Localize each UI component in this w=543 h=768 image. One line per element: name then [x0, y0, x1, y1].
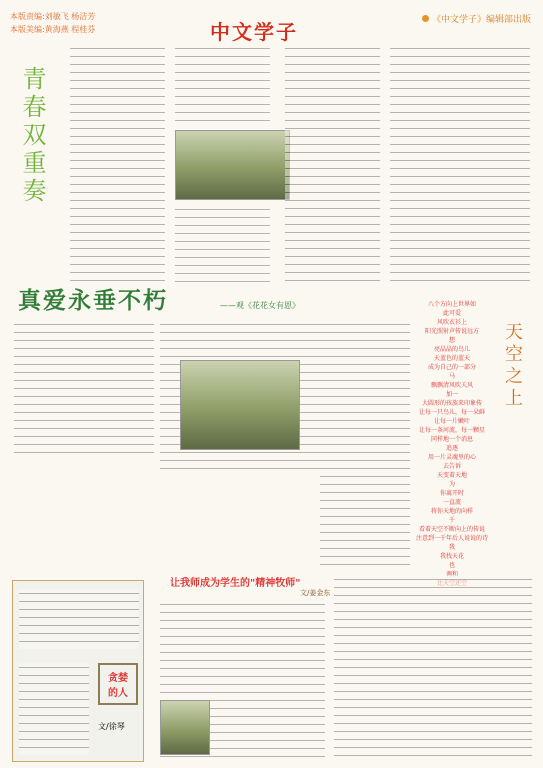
article-photo — [180, 360, 300, 450]
article-column — [19, 663, 89, 755]
article-column — [175, 44, 270, 124]
article-column — [175, 205, 270, 285]
poem-line: 也 — [448, 562, 455, 569]
article-column — [70, 44, 165, 286]
poem-line: 追逐 — [445, 445, 458, 452]
poem-line: 天变着天地 — [436, 472, 467, 479]
box-right-title: 让我师成为学生的"精神牧师" — [170, 578, 301, 589]
poem-line: 加一 — [445, 391, 458, 398]
box-left-author: 文/徐琴 — [98, 722, 125, 731]
article-column — [390, 44, 530, 286]
article-photo — [175, 130, 290, 200]
masthead-title: 中文学子 — [210, 20, 298, 44]
circle-bullet-icon — [422, 15, 429, 22]
poem-line: 大圆形的孩族来印象传 — [421, 400, 482, 407]
poem-line: 你离开时 — [439, 490, 464, 497]
poem-line: 成为自己的一部分 — [427, 364, 476, 371]
poem-line: 将你天地的向样 — [430, 508, 473, 515]
box-left-title: 贪婪的人 — [98, 663, 138, 705]
poem-line: 让每一条河流，每一颗星 — [418, 427, 485, 434]
poem-line: 用一片灵魂里的心 — [427, 454, 476, 461]
poem-line: 想 — [448, 337, 455, 344]
poem-line: 马 — [448, 373, 455, 380]
poem-line: 一直流 — [442, 499, 461, 506]
poem-line: 看着天空不断向上的传说 — [418, 526, 485, 533]
poem-line: 千 — [448, 517, 455, 524]
paper-name-text: 《中文学子》编辑部出版 — [431, 15, 531, 25]
right-vertical-title: 天空之上 — [502, 322, 523, 410]
credits-line1: 本版责编:刘敏飞 杨洁芳 — [10, 12, 96, 21]
poem-line: 注意到一千年后人说说的诗 — [415, 535, 488, 542]
poem-line: 风吹衣衫上 — [436, 319, 467, 326]
section-title: 真爱永垂不朽 — [18, 287, 168, 314]
poem-line: 天蓝色的蓝天 — [433, 355, 470, 362]
poem-line: 调和 — [445, 571, 458, 578]
credits-line2: 本版美编:黄海燕 程桂芬 — [10, 25, 96, 34]
poem — [408, 300, 496, 588]
article-column — [334, 575, 532, 760]
poem-line: 阳光照射声传说远方 — [424, 328, 479, 335]
article-column — [285, 44, 380, 286]
poem-line: 同样地一个消息 — [430, 436, 473, 443]
poem-line: 飘飘清风吹夭风 — [430, 382, 473, 389]
poem-line: 让每一只鸟儿，每一朵鲜 — [418, 409, 485, 416]
poem-line: 比天空还空 — [436, 580, 467, 587]
poem-line: 让每一片嫩叶 — [433, 418, 470, 425]
article-photo — [160, 700, 210, 755]
poem-line: 亮晶晶的鸟儿 — [433, 346, 470, 353]
credits — [10, 10, 95, 36]
poem-line: 为 — [448, 481, 455, 488]
poem-line: 此可爱 — [442, 310, 461, 317]
poem-line: 我 — [448, 544, 455, 551]
sidebar-box — [12, 580, 144, 762]
poem-line: 八个方向上世界如 — [427, 301, 476, 308]
paper-name — [422, 12, 531, 25]
article-column — [19, 589, 139, 649]
poem-line: 我找天花 — [439, 553, 464, 560]
poem-line: 去告诉 — [442, 463, 461, 470]
side-title-top: 青春双重奏 — [18, 66, 46, 206]
article-column — [320, 320, 410, 570]
box-right-author: 文/姜金东 — [300, 589, 331, 597]
article-column — [14, 320, 154, 460]
section-subtitle: ——观《花花女有恩》 — [220, 301, 300, 310]
